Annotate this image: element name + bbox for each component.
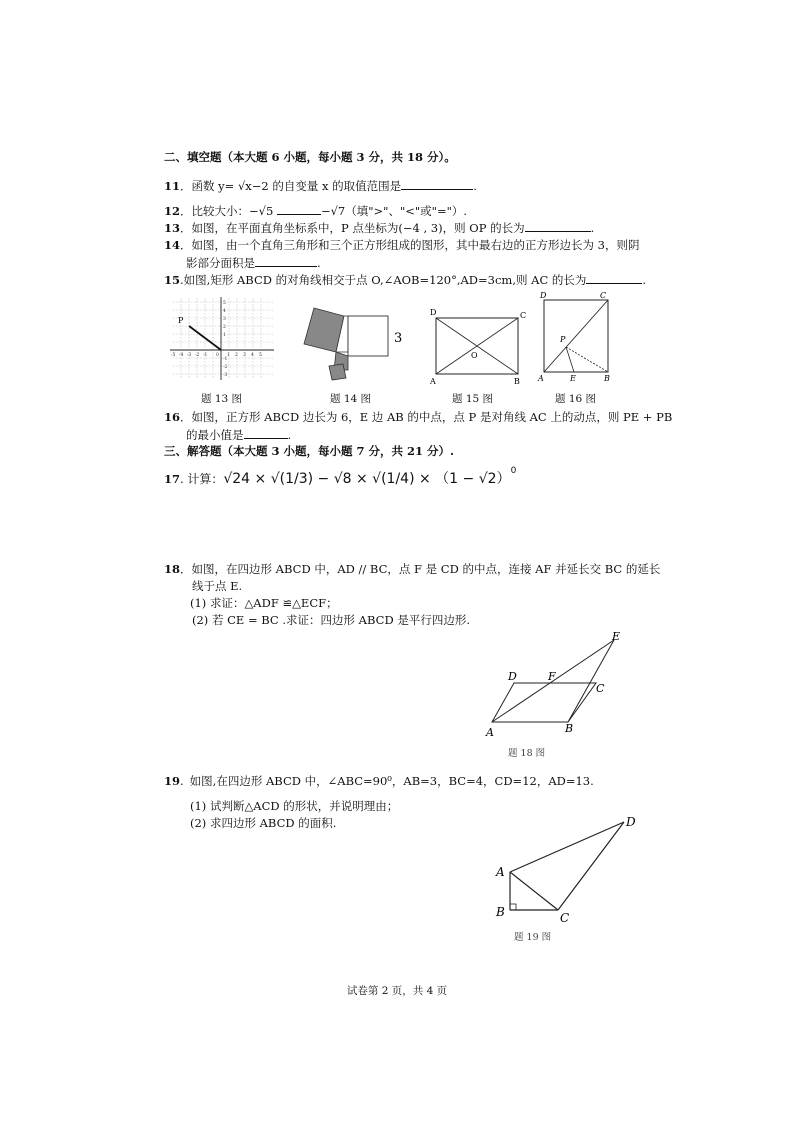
svg-text:D: D bbox=[540, 291, 547, 300]
section-2-heading: 二、填空题（本大题 6 小题，每小题 3 分，共 18 分）。 bbox=[164, 150, 456, 164]
question-17: 17. 计算：$√24 \times √(1/3) - √8 \times √(1/4) \times (1 - √2)^0$ bbox=[164, 466, 517, 487]
svg-text:B: B bbox=[514, 377, 520, 386]
figure-13-caption: 题 13 图 bbox=[201, 393, 243, 405]
svg-text:-5: -5 bbox=[171, 353, 176, 358]
svg-text:C: C bbox=[520, 311, 527, 320]
svg-text:3: 3 bbox=[243, 353, 246, 358]
question-text: 函数 y= √x−2 的自变量 x 的取值范围是 bbox=[191, 179, 402, 193]
question-18-part-2: (2) 若 CE = BC .求证：四边形 ABCD 是平行四边形. bbox=[192, 613, 470, 627]
question-16-cont: 的最小值是 . bbox=[186, 428, 292, 442]
svg-text:5: 5 bbox=[223, 301, 226, 306]
question-18: 18．如图，在四边形 ABCD 中，AD // BC，点 F 是 CD 的中点，连接 AF 并延长交 BC 的延长 bbox=[164, 562, 661, 576]
svg-text:B: B bbox=[604, 374, 610, 383]
question-19-part-1: (1) 试判断△ACD 的形状，并说明理由； bbox=[190, 799, 399, 813]
question-text: 如图，正方形 ABCD 边长为 6，E 边 AB 的中点，点 P 是对角线 AC 上的动点，则 PE + PB bbox=[191, 410, 673, 424]
svg-text:C: C bbox=[600, 291, 607, 300]
question-text: 比较大小：−√5 bbox=[191, 204, 274, 218]
question-12: 12．比较大小：−√5 −√7（填">"、"<"或"="）. bbox=[164, 204, 468, 218]
svg-text:C: C bbox=[560, 911, 570, 924]
question-19: 19. 如图,在四边形 ABCD 中，∠ABC=90⁰，AB=3，BC=4，CD=12，AD=13. bbox=[164, 774, 594, 788]
answer-blank[interactable] bbox=[586, 272, 642, 284]
question-14: 14．如图，由一个直角三角形和三个正方形组成的图形，其中最右边的正方形边长为 3，则阴 bbox=[164, 238, 640, 252]
question-text: 如图,矩形 ABCD 的对角线相交于点 O,∠AOB=120°,AD=3cm,则 AC 的长为 bbox=[183, 273, 587, 287]
figure-14-squares bbox=[296, 300, 414, 386]
svg-text:B: B bbox=[565, 722, 574, 735]
question-number: 11 bbox=[164, 179, 181, 193]
svg-text:O: O bbox=[471, 351, 478, 360]
question-text: 如图,在四边形 ABCD 中，∠ABC=90⁰，AB=3，BC=4，CD=12，AD=13. bbox=[189, 774, 594, 788]
svg-text:A: A bbox=[538, 374, 544, 383]
answer-blank[interactable] bbox=[401, 178, 473, 190]
question-16: 16．如图，正方形 ABCD 边长为 6，E 边 AB 的中点，点 P 是对角线 AC 上的动点，则 PE + PB bbox=[164, 410, 673, 424]
answer-blank[interactable] bbox=[255, 255, 317, 267]
question-13: 13．如图，在平面直角坐标系中，P 点坐标为(−4 , 3)，则 OP 的长为 . bbox=[164, 221, 595, 235]
question-19-part-2: (2) 求四边形 ABCD 的面积. bbox=[190, 816, 337, 830]
figure-16-caption: 题 16 图 bbox=[555, 393, 597, 405]
question-number: 19 bbox=[164, 774, 181, 788]
figure-15-caption: 题 15 图 bbox=[452, 393, 494, 405]
svg-text:4: 4 bbox=[223, 309, 226, 314]
figure-19-quadrilateral bbox=[490, 810, 650, 924]
answer-blank[interactable] bbox=[244, 427, 288, 439]
svg-text:-2: -2 bbox=[223, 365, 228, 370]
svg-text:-2: -2 bbox=[195, 353, 200, 358]
section-3-heading: 三、解答题（本大题 3 小题，每小题 7 分，共 21 分）. bbox=[164, 444, 455, 458]
question-number: 15 bbox=[164, 273, 181, 287]
figure-18-caption: 题 18 图 bbox=[508, 748, 546, 759]
question-number: 17 bbox=[164, 472, 181, 486]
svg-text:2: 2 bbox=[235, 353, 238, 358]
svg-text:1: 1 bbox=[223, 333, 226, 338]
answer-blank[interactable] bbox=[525, 220, 591, 232]
question-11: 11．函数 y= √x−2 的自变量 x 的取值范围是 . bbox=[164, 179, 477, 193]
question-18-cont: 线于点 E. bbox=[192, 579, 243, 593]
svg-text:A: A bbox=[496, 865, 505, 879]
svg-text:-3: -3 bbox=[223, 373, 228, 378]
figure-14-caption: 题 14 图 bbox=[330, 393, 372, 405]
figure-19-caption: 题 19 图 bbox=[514, 932, 552, 943]
question-15: 15.如图,矩形 ABCD 的对角线相交于点 O,∠AOB=120°,AD=3cm,则 AC 的长为 . bbox=[164, 273, 647, 287]
question-text: 如图，由一个直角三角形和三个正方形组成的图形，其中最右边的正方形边长为 3，则阴 bbox=[191, 238, 640, 252]
svg-text:F: F bbox=[548, 670, 556, 683]
svg-text:-1: -1 bbox=[203, 353, 208, 358]
calc-label: 计算： bbox=[187, 472, 224, 486]
svg-text:D: D bbox=[430, 308, 437, 317]
svg-text:A: A bbox=[486, 726, 494, 739]
svg-text:-3: -3 bbox=[187, 353, 192, 358]
figure-18-quadrilateral bbox=[480, 628, 630, 746]
question-number: 16 bbox=[164, 410, 181, 424]
svg-text:D: D bbox=[508, 670, 517, 683]
svg-text:E: E bbox=[612, 630, 621, 643]
page-footer: 试卷第 2 页，共 4 页 bbox=[346, 985, 448, 997]
svg-text:E: E bbox=[570, 374, 576, 383]
svg-text:3: 3 bbox=[223, 317, 226, 322]
point-p-label: P bbox=[178, 316, 184, 325]
svg-text:A: A bbox=[430, 377, 436, 386]
svg-text:-1: -1 bbox=[223, 357, 228, 362]
svg-text:B: B bbox=[496, 905, 505, 919]
question-text: 如图，在平面直角坐标系中，P 点坐标为(−4 , 3)，则 OP 的长为 bbox=[191, 221, 525, 235]
svg-text:4: 4 bbox=[251, 353, 254, 358]
svg-text:P: P bbox=[560, 335, 566, 344]
figure-13-grid bbox=[168, 296, 278, 384]
svg-text:C: C bbox=[596, 682, 605, 695]
figure-16-square bbox=[536, 290, 620, 386]
question-number: 12 bbox=[164, 204, 181, 218]
calc-expression: √24 × √(1/3) − √8 × √(1/4) × （1 − √2） bbox=[223, 471, 511, 487]
question-number: 14 bbox=[164, 238, 181, 252]
calc-power: 0 bbox=[510, 466, 517, 476]
side-label: 3 bbox=[394, 331, 403, 346]
svg-text:D: D bbox=[626, 815, 636, 829]
figure-15-rectangle bbox=[424, 306, 530, 388]
svg-text:0: 0 bbox=[216, 353, 219, 358]
question-text: 如图，在四边形 ABCD 中，AD // BC，点 F 是 CD 的中点，连接 AF 并延长交 BC 的延长 bbox=[191, 562, 661, 576]
answer-blank[interactable] bbox=[277, 203, 321, 215]
svg-text:-4: -4 bbox=[179, 353, 184, 358]
question-number: 18 bbox=[164, 562, 181, 576]
svg-text:2: 2 bbox=[223, 325, 226, 330]
svg-text:5: 5 bbox=[259, 353, 262, 358]
question-18-part-1: (1) 求证：△ADF ≌△ECF； bbox=[190, 596, 338, 610]
svg-text:1: 1 bbox=[227, 353, 230, 358]
question-number: 13 bbox=[164, 221, 181, 235]
question-14-cont: 影部分面积是 . bbox=[186, 256, 321, 270]
